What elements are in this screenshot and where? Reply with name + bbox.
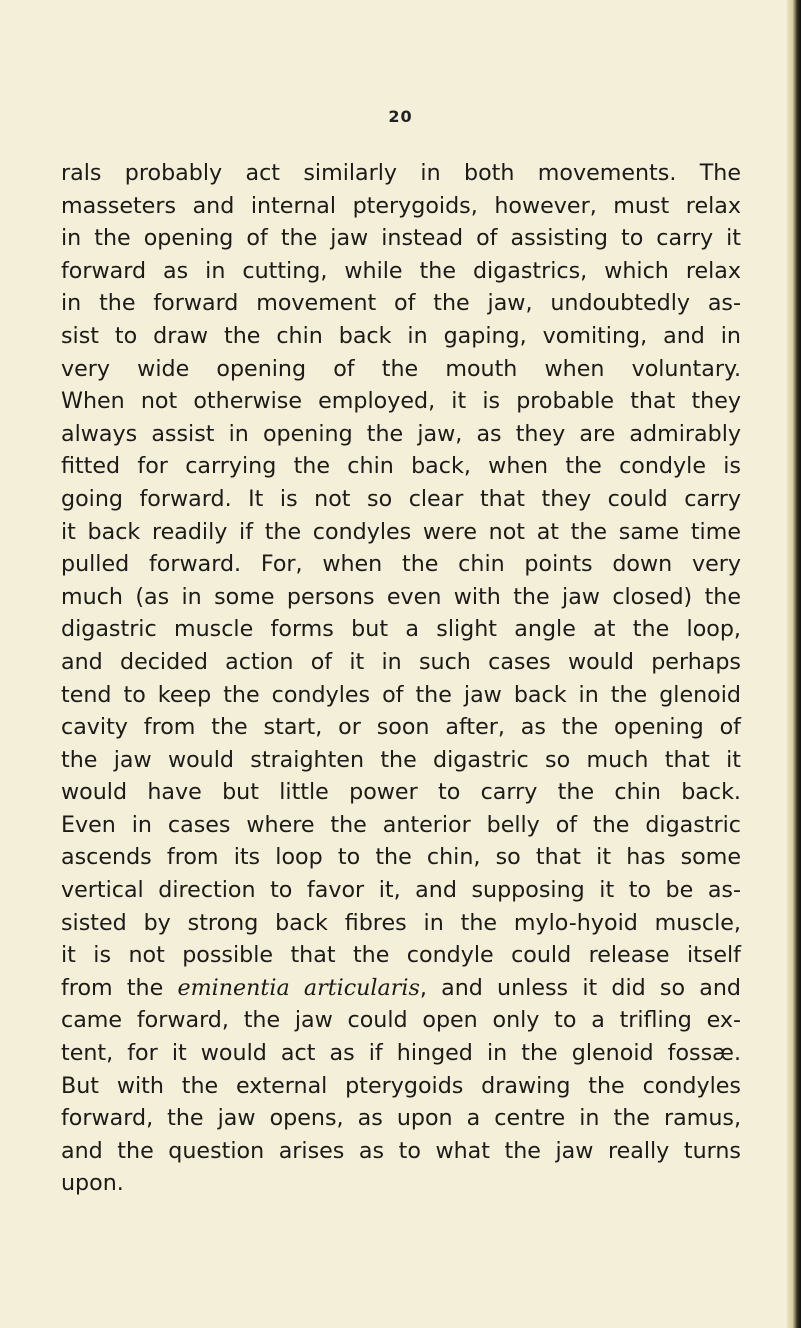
text-line-segment: upon. bbox=[61, 1170, 124, 1197]
text-line bbox=[61, 548, 741, 581]
text-line bbox=[61, 809, 741, 842]
text-line bbox=[61, 483, 741, 516]
text-line bbox=[61, 776, 741, 809]
text-line bbox=[61, 1070, 741, 1103]
text-line-segment: much (as in some persons even with the jaw closed) the bbox=[61, 583, 741, 610]
text-line-segment: would have but little power to carry the chin back. bbox=[61, 779, 741, 806]
text-line-segment: always assist in opening the jaw, as they are admirably bbox=[61, 420, 741, 447]
text-line bbox=[61, 516, 741, 549]
text-line-segment: the jaw would straighten the digastric so much that it bbox=[61, 746, 741, 773]
italic-term: eminentia articularis bbox=[177, 974, 420, 1001]
text-line-segment: Even in cases where the anterior belly of the digastric bbox=[61, 811, 741, 838]
text-line bbox=[61, 646, 741, 679]
text-line bbox=[61, 972, 741, 1005]
text-line-segment: sisted by strong back fibres in the mylo-hyoid muscle, bbox=[61, 909, 741, 936]
body-text bbox=[61, 157, 741, 1200]
text-line-segment: going forward. It is not so clear that they could carry bbox=[61, 485, 741, 512]
text-line-segment: came forward, the jaw could open only to a trifling ex- bbox=[61, 1007, 741, 1034]
text-line bbox=[61, 353, 741, 386]
page-edge bbox=[787, 0, 801, 1328]
text-line bbox=[61, 1004, 741, 1037]
text-line-segment: in the opening of the jaw instead of assisting to carry it bbox=[61, 225, 741, 252]
text-line bbox=[61, 711, 741, 744]
text-line bbox=[61, 418, 741, 451]
text-line-segment: cavity from the start, or soon after, as the opening of bbox=[61, 714, 741, 741]
text-line-segment: from the bbox=[61, 974, 178, 1001]
text-line-segment: tent, for it would act as if hinged in the glenoid fossæ. bbox=[61, 1040, 741, 1067]
text-line-segment: forward as in cutting, while the digastrics, which relax bbox=[61, 257, 741, 284]
text-line-segment: rals probably act similarly in both movements. The bbox=[61, 160, 741, 186]
text-line-segment: and the question arises as to what the jaw really turns bbox=[61, 1137, 741, 1164]
text-line-segment: vertical direction to favor it, and supposing it to be as- bbox=[61, 877, 741, 904]
text-line bbox=[61, 613, 741, 646]
text-line-segment: sist to draw the chin back in gaping, vomiting, and in bbox=[61, 322, 741, 349]
page-number: 20 bbox=[388, 107, 413, 126]
text-line bbox=[61, 255, 741, 288]
text-line-segment: and decided action of it in such cases would perhaps bbox=[61, 648, 741, 675]
text-line bbox=[61, 157, 741, 190]
text-line-segment: in the forward movement of the jaw, undoubtedly as- bbox=[61, 290, 741, 317]
text-line-segment: very wide opening of the mouth when voluntary. bbox=[61, 355, 741, 382]
text-line bbox=[61, 907, 741, 940]
text-line-segment: it back readily if the condyles were not at the same time bbox=[61, 518, 741, 545]
text-line bbox=[61, 841, 741, 874]
text-line-segment: forward, the jaw opens, as upon a centre in the ramus, bbox=[61, 1105, 741, 1132]
text-line-segment: masseters and internal pterygoids, however, must relax bbox=[61, 192, 741, 219]
text-line bbox=[61, 939, 741, 972]
text-line bbox=[61, 190, 741, 223]
text-line-segment: fitted for carrying the chin back, when the condyle is bbox=[61, 453, 741, 480]
text-line bbox=[61, 1037, 741, 1070]
text-line-segment: pulled forward. For, when the chin points down very bbox=[61, 551, 741, 578]
text-line bbox=[61, 320, 741, 353]
text-line bbox=[61, 385, 741, 418]
text-line bbox=[61, 679, 741, 712]
text-line bbox=[61, 1102, 741, 1135]
text-line bbox=[61, 1167, 741, 1200]
text-line bbox=[61, 450, 741, 483]
text-line-segment: , and unless it did so and bbox=[419, 974, 741, 1001]
text-line-segment: digastric muscle forms but a slight angle at the loop, bbox=[61, 616, 741, 643]
text-line-segment: ascends from its loop to the chin, so that it has some bbox=[61, 844, 741, 871]
text-line bbox=[61, 744, 741, 777]
text-line-segment: When not otherwise employed, it is probable that they bbox=[61, 388, 741, 415]
text-line-segment: tend to keep the condyles of the jaw back in the glenoid bbox=[61, 681, 741, 708]
text-line bbox=[61, 1135, 741, 1168]
text-line bbox=[61, 874, 741, 907]
text-line bbox=[61, 287, 741, 320]
text-line-segment: But with the external pterygoids drawing the condyles bbox=[61, 1072, 741, 1099]
text-line bbox=[61, 222, 741, 255]
text-line bbox=[61, 581, 741, 614]
text-line-segment: it is not possible that the condyle could release itself bbox=[61, 942, 741, 969]
